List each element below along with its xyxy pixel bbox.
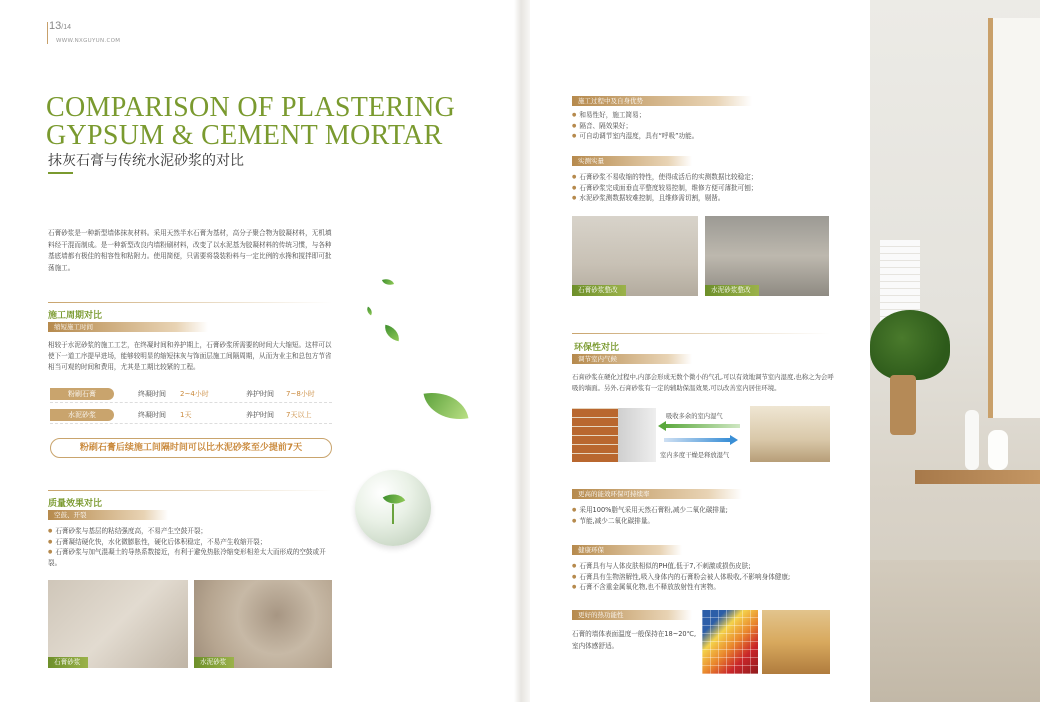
candle-holder xyxy=(965,410,979,470)
photo-bedroom xyxy=(762,610,830,674)
glass-globe-plant xyxy=(355,470,431,546)
list-item: ● 石膏凝结硬化快，水化微膨胀性，硬化后体积稳定，不易产生收缩开裂； xyxy=(48,537,338,548)
list-item: ● 石膏具有生物溶解性,吸入身体内的石膏粉会被人体吸收,不影响身体健康; xyxy=(572,572,852,583)
tag-health: 健康环保 xyxy=(572,545,682,555)
title-underline xyxy=(48,172,73,174)
plant-pot xyxy=(890,375,916,435)
absorb-label: 吸收多余的室内湿气 xyxy=(666,413,723,420)
mirror-frame xyxy=(988,18,1040,418)
image-caption: 水泥砂浆 xyxy=(194,657,234,668)
set-time-label: 终凝时间 xyxy=(138,390,166,398)
advantage-bullets xyxy=(572,110,842,142)
page-number-bar xyxy=(47,22,48,44)
list-item: ● 石膏砂浆与基层的粘结强度高，不易产生空鼓开裂； xyxy=(48,526,338,537)
list-item: ● 石膏砂浆完成面垂直平整度较易控制，维修方便可薄批可刨； xyxy=(572,183,842,194)
tag-hollow-crack: 空鼓、开裂 xyxy=(48,510,168,520)
section-divider xyxy=(48,302,332,303)
row-divider xyxy=(50,402,332,403)
release-label: 室内多度干燥是释放湿气 xyxy=(660,452,730,459)
cure-time-value: 7天以上 xyxy=(286,411,312,419)
list-item: ● 石膏砂浆不易收缩的特性，使得成活后的实测数据比较稳定； xyxy=(572,172,842,183)
photo-gypsum-wall xyxy=(48,580,188,668)
row-divider xyxy=(50,423,332,424)
title-line-1: COMPARISON OF PLASTERING xyxy=(46,92,456,123)
row-label-cement: 水泥砂浆 xyxy=(50,409,114,421)
website: WWW.NXGUYUN.COM xyxy=(56,38,121,44)
cure-time-value: 7~8小时 xyxy=(286,390,315,398)
list-item: ● 隔音、隔效果好； xyxy=(572,121,842,132)
title-line-2: GYPSUM & CEMENT MORTAR xyxy=(46,120,443,151)
tag-climate: 调节室内气候 xyxy=(572,354,692,364)
section-heading-quality: 质量效果对比 xyxy=(48,499,103,509)
quality-bullets xyxy=(48,526,338,568)
list-item: ● 石膏具有与人体皮肤相似的PH值,低于7,不刺激或损伤皮肤; xyxy=(572,561,852,572)
health-bullets xyxy=(572,561,852,593)
arrow-right-icon xyxy=(730,435,738,445)
comfort-chart-image xyxy=(702,610,758,674)
comparison-banner: 粉刷石膏后续施工间隔时间可以比水泥砂浆至少提前7天 xyxy=(50,438,332,458)
section-divider xyxy=(572,333,830,334)
section-heading-eco: 环保性对比 xyxy=(574,343,620,353)
image-caption: 水泥砂浆整改 xyxy=(705,285,759,296)
row-label-gypsum: 粉刷石膏 xyxy=(50,388,114,400)
list-item: ● 石膏砂浆与加气混凝土的导热系数接近，有利于避免热胀冷缩变形相差太大而形成的空鼓或开裂。 xyxy=(48,547,338,568)
tag-energy: 更高的能效环保可持续率 xyxy=(572,489,742,499)
interior-photo xyxy=(870,0,1040,702)
chart-grid xyxy=(702,610,758,674)
measure-bullets xyxy=(572,172,842,204)
photo-cement-room xyxy=(705,216,829,296)
energy-bullets xyxy=(572,505,842,526)
list-item: ● 水泥砂浆测数据较难控制，且维修需切割，剔凿。 xyxy=(572,193,842,204)
section-divider xyxy=(48,490,332,491)
sprout-icon xyxy=(383,488,406,509)
photo-cement-wall xyxy=(194,580,332,668)
release-arrow xyxy=(664,438,730,442)
photo-living-room xyxy=(750,406,830,462)
page-number: 13/14 xyxy=(49,20,71,32)
list-item: ● 和易性好，施工简易； xyxy=(572,110,842,121)
list-item: ● 节能,减少二氧化碳排量。 xyxy=(572,516,842,527)
eco-paragraph: 石膏砂浆在硬化过程中,内部会形成无数个微小的气孔,可以有效地调节室内湿度,也称之为会呼吸的墙面。另外,石膏砂浆有一定的辅助保温效果,可以改善室内居住环境。 xyxy=(572,373,834,392)
list-item: ● 石膏不含重金属氧化物,也不释放放射性有害物。 xyxy=(572,582,852,593)
sprout-stem xyxy=(392,504,394,524)
floor-rug xyxy=(870,560,1040,702)
set-time-label: 终凝时间 xyxy=(138,411,166,419)
image-caption: 石膏砂浆整改 xyxy=(572,285,626,296)
list-item: ● 可自动调节室内湿度，具有“呼吸”功能。 xyxy=(572,131,842,142)
cure-time-label: 养护时间 xyxy=(246,411,274,419)
set-time-value: 1天 xyxy=(180,411,192,419)
section-heading-construction: 施工周期对比 xyxy=(48,311,103,321)
construction-paragraph: 相较于水泥砂浆的施工工艺，在终凝时间和养护期上，石膏砂浆所需要的时间大大缩短。这样可以使下一道工序提早进场，能够较明显的缩短抹灰与饰面层施工间隔周期，从而为业主和总包方节省相当可观的时间和费用，尤其是工期比较紧的工程。 xyxy=(48,341,332,371)
tag-measure: 实测实量 xyxy=(572,156,692,166)
set-time-value: 2~4小时 xyxy=(180,390,209,398)
intro-paragraph: 石膏砂浆是一种新型墙体抹灰材料。采用天然半水石膏为基材，高分子聚合物为胶凝材料，无机填料经干混而制成。是一种新型改良内墙粉刷材料，改变了以水泥基为胶凝材料的传统习惯，与各种基底墙都有极佳的相容性和粘附力。使用简便，只需要将袋装粉料与一定比例的水搀和搅拌即可批荡施工。 xyxy=(48,229,332,272)
list-item: ● 采用100%脂气采用天然石膏粉,减少二氧化碳排量; xyxy=(572,505,842,516)
image-caption: 石膏砂浆 xyxy=(48,657,88,668)
candle-holder xyxy=(988,430,1008,470)
thermal-paragraph: 石膏的墙体表面温度一般保持在18~20℃,室内体感舒适。 xyxy=(572,630,697,650)
tag-shorten-time: 缩短施工时间 xyxy=(48,322,208,332)
page-fold xyxy=(514,0,530,702)
page-title xyxy=(46,94,455,150)
photo-gypsum-room xyxy=(572,216,698,296)
cure-time-label: 养护时间 xyxy=(246,390,274,398)
console-table xyxy=(915,470,1040,484)
tag-advantage: 施工过程中及自身优势 xyxy=(572,96,752,106)
absorb-arrow xyxy=(664,424,740,428)
plaster-layer xyxy=(618,408,656,462)
page-subtitle: 抹灰石膏与传统水泥砂浆的对比 xyxy=(48,153,244,169)
tag-thermal: 更好的热功能性 xyxy=(572,610,692,620)
plant-foliage xyxy=(870,310,950,380)
arrow-left-icon xyxy=(658,421,666,431)
